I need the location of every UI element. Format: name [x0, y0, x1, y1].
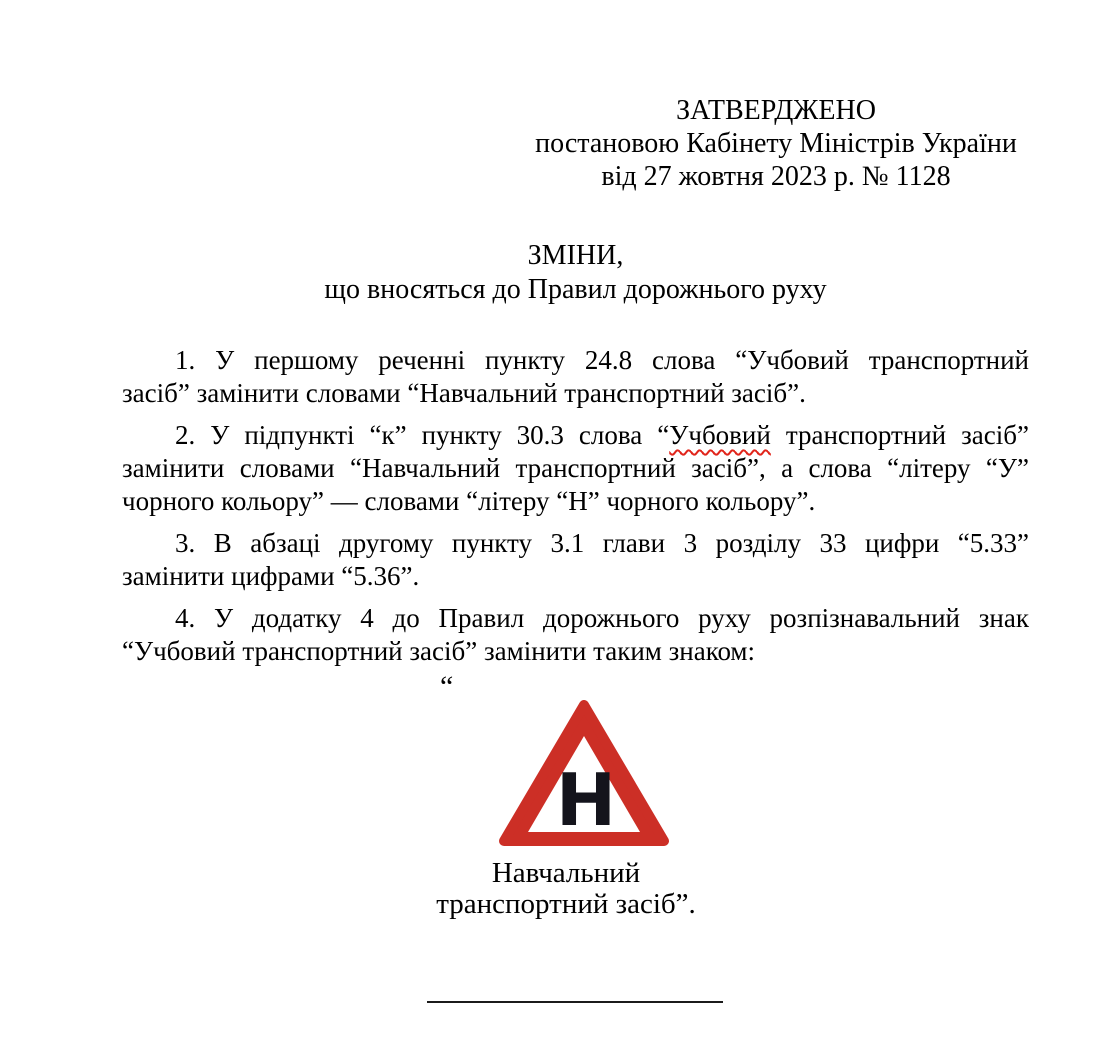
approval-line-3: від 27 жовтня 2023 р. № 1128 — [601, 161, 951, 192]
text-segment: засіб” замінити словами “Навчальний транспортний засіб”. — [122, 378, 806, 408]
text-line — [122, 527, 1029, 560]
text-line — [122, 452, 1029, 485]
paragraph — [122, 527, 1029, 593]
text-segment: замінити цифрами “5.36”. — [122, 561, 420, 591]
sign-caption — [122, 858, 1010, 920]
document-title-block — [122, 239, 1029, 307]
sign-letter: Н — [555, 758, 617, 842]
document-subtitle: що вносяться до Правил дорожнього руху — [324, 274, 827, 305]
text-line — [122, 344, 1029, 377]
text-line — [122, 635, 1029, 668]
text-line — [122, 377, 1029, 410]
text-line — [122, 602, 1029, 635]
text-segment: транспортний засіб” — [770, 420, 1029, 450]
paragraph — [122, 344, 1029, 410]
text-line — [122, 485, 1029, 518]
text-segment: 4. У додатку 4 до Правил дорожнього руху розпізнавальний знак — [175, 603, 1029, 633]
sign-caption-line-2: транспортний засіб”. — [436, 888, 696, 920]
approval-line-1: ЗАТВЕРДЖЕНО — [676, 95, 876, 126]
paragraphs — [122, 344, 1029, 677]
text-segment: 2. У підпункті “к” пункту 30.3 слова “ — [175, 420, 670, 450]
training-vehicle-sign — [498, 700, 670, 848]
document-title: ЗМІНИ, — [527, 240, 624, 271]
text-segment: “Учбовий транспортний засіб” замінити таким знаком: — [122, 636, 756, 666]
text-line — [122, 419, 1029, 452]
opening-quote-mark: “ — [440, 670, 454, 703]
misspelled-word: Учбовий — [669, 420, 771, 450]
text-segment: 3. В абзаці другому пункту 3.1 глави 3 розділу 33 цифри “5.33” — [175, 528, 1029, 558]
text-line — [122, 560, 1029, 593]
text-segment: 1. У першому реченні пункту 24.8 слова “Учбовий транспортний — [175, 345, 1029, 375]
signature-rule — [427, 1001, 723, 1003]
paragraph — [122, 602, 1029, 668]
approval-block — [436, 94, 1116, 193]
text-segment: чорного кольору” — словами “літеру “Н” чорного кольору”. — [122, 486, 816, 516]
text-segment: замінити словами “Навчальний транспортний засіб”, а слова “літеру “У” — [122, 453, 1029, 483]
paragraph — [122, 419, 1029, 518]
approval-line-2: постановою Кабінету Міністрів України — [535, 128, 1017, 159]
sign-caption-line-1: Навчальний — [491, 857, 641, 889]
